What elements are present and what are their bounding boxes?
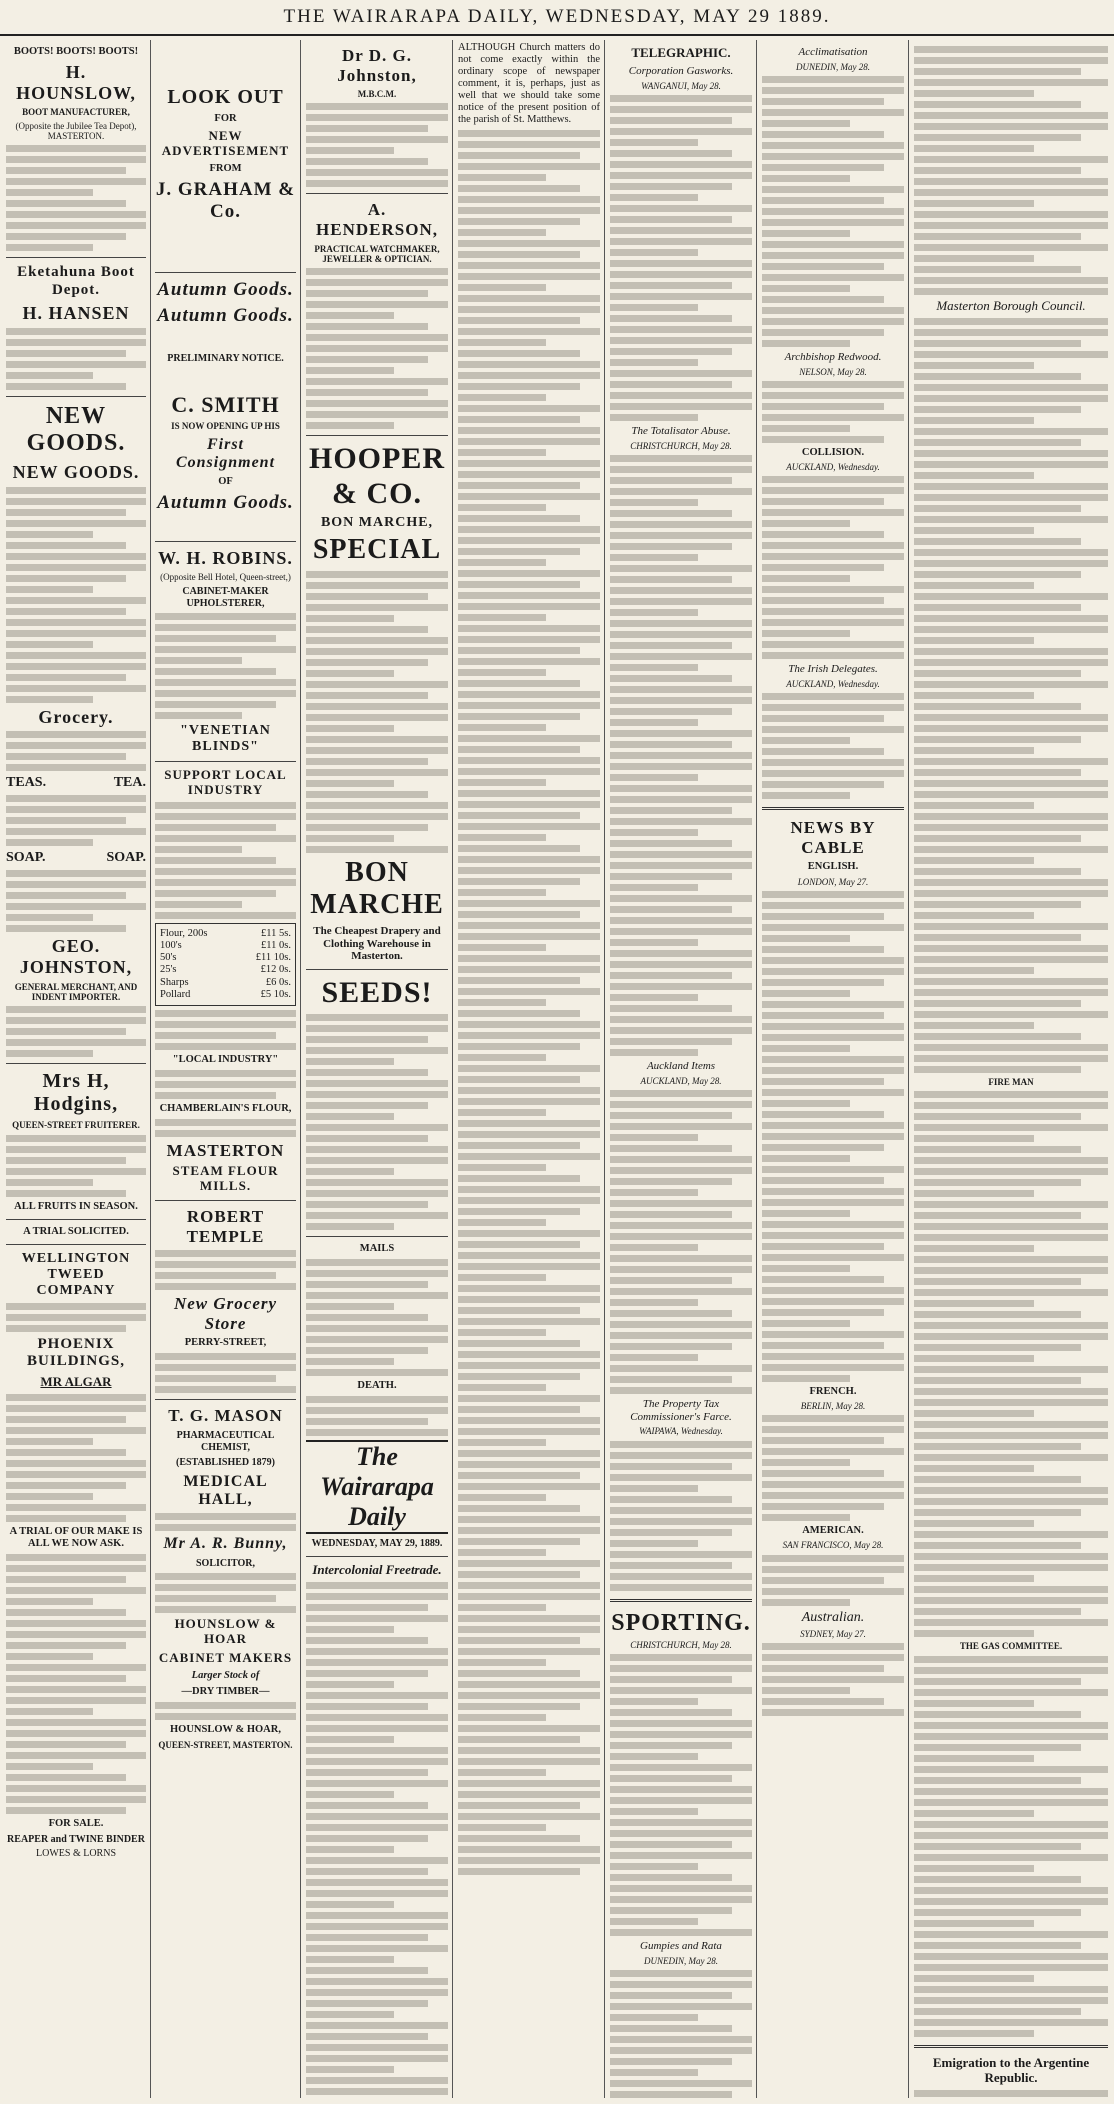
dry-timber-line: —DRY TIMBER— bbox=[181, 1686, 270, 1698]
medical-hall-heading: MEDICAL HALL, bbox=[183, 1472, 268, 1508]
text-block bbox=[6, 1394, 146, 1522]
column-6 bbox=[762, 42, 904, 2098]
autumn-goods-3: Autumn Goods. bbox=[157, 492, 294, 514]
text-block bbox=[762, 76, 904, 347]
text-block bbox=[610, 455, 752, 1056]
text-block bbox=[306, 571, 448, 853]
teas-label: TEAS. bbox=[6, 775, 47, 791]
new-goods-heading: NEW GOODS. bbox=[26, 402, 126, 457]
now-opening-line: IS NOW OPENING UP HIS bbox=[171, 421, 280, 432]
text-block bbox=[914, 2090, 1108, 2099]
masterton-heading: MASTERTON bbox=[166, 1140, 285, 1160]
fruiterer-heading: QUEEN-STREET FRUITERER. bbox=[12, 1120, 140, 1131]
column-2 bbox=[155, 42, 296, 2098]
text-block bbox=[762, 1643, 904, 1716]
text-block bbox=[762, 891, 904, 1382]
tea-label: TEA. bbox=[113, 775, 146, 791]
text-block bbox=[610, 1970, 752, 2098]
property-tax-heading: The Property Tax Commissioner's Farce. bbox=[630, 1397, 732, 1423]
new-advertisement-heading: NEW ADVERTISEMENT bbox=[161, 128, 290, 158]
text-block bbox=[914, 46, 1108, 295]
text-block bbox=[762, 381, 904, 443]
fire-subheading: FIRE MAN bbox=[988, 1076, 1034, 1087]
hounslow-address: (Opposite the Jubilee Tea Depot), MASTERTON. bbox=[15, 120, 137, 142]
column-rule bbox=[604, 40, 605, 2098]
gumpies-heading: Gumpies and Rata bbox=[640, 1940, 722, 1953]
text-block bbox=[155, 1513, 296, 1531]
text-block bbox=[6, 1303, 146, 1332]
text-block bbox=[155, 1353, 296, 1393]
flour-price-row: Flour, 200s £11 5s. bbox=[160, 928, 291, 940]
french-heading: FRENCH. bbox=[809, 1385, 857, 1397]
acclimatisation-heading: Acclimatisation bbox=[798, 46, 868, 58]
preliminary-notice: PRELIMINARY NOTICE. bbox=[167, 353, 284, 365]
text-block bbox=[914, 1091, 1108, 1637]
special-heading: SPECIAL bbox=[312, 534, 442, 566]
algar-heading: MR ALGAR bbox=[40, 1373, 112, 1389]
sporting-heading: SPORTING. bbox=[611, 1609, 751, 1636]
seeds-heading: SEEDS! bbox=[321, 975, 433, 1009]
boots-header: BOOTS! BOOTS! BOOTS! bbox=[13, 46, 139, 57]
text-block bbox=[6, 795, 146, 846]
larger-stock-line: Larger Stock of bbox=[191, 1670, 260, 1681]
text-block bbox=[306, 1582, 448, 2098]
irish-delegates-heading: The Irish Delegates. bbox=[788, 663, 878, 676]
trial-make-line: A TRIAL OF OUR MAKE IS ALL WE NOW ASK. bbox=[9, 1525, 143, 1549]
of-label: OF bbox=[218, 476, 233, 488]
autumn-goods-1: Autumn Goods. bbox=[157, 278, 294, 300]
auckland-items-heading: Auckland Items bbox=[646, 1059, 716, 1072]
bunny-heading: Mr A. R. Bunny, bbox=[163, 1535, 288, 1553]
fruits-line: ALL FRUITS IN SEASON. bbox=[14, 1200, 138, 1212]
sydney-dateline: SYDNEY, May 27. bbox=[800, 1628, 866, 1639]
mason-heading: T. G. MASON bbox=[168, 1406, 283, 1426]
bon-marche-heading-2: BON MARCHE bbox=[310, 856, 444, 920]
text-block bbox=[6, 731, 146, 771]
archbishop-heading: Archbishop Redwood. bbox=[784, 350, 882, 363]
english-heading: ENGLISH. bbox=[807, 861, 859, 873]
flour-price-row: 100's £11 0s. bbox=[160, 940, 291, 952]
auckland-dateline-2: AUCKLAND, Wednesday. bbox=[786, 679, 880, 690]
hooper-heading: HOOPER & CO. bbox=[308, 442, 445, 510]
johnston-subtitle: GENERAL MERCHANT, AND INDENT IMPORTER. bbox=[14, 981, 138, 1003]
text-block bbox=[6, 1554, 146, 1814]
column-4 bbox=[458, 42, 600, 2098]
totalisator-heading: The Totalisator Abuse. bbox=[631, 424, 731, 437]
text-block bbox=[610, 1090, 752, 1394]
soap-label: SOAP. bbox=[6, 850, 46, 866]
sporting-dateline: CHRISTCHURCH, May 28. bbox=[630, 1640, 732, 1651]
hodgins-heading: Mrs H, Hodgins, bbox=[33, 1070, 119, 1116]
hounslow-name: H. HOUNSLOW, bbox=[16, 62, 136, 103]
perry-street-line: PERRY-STREET, bbox=[184, 1337, 267, 1349]
local-industry-line: "LOCAL INDUSTRY" bbox=[172, 1053, 279, 1065]
dunedin-dateline: DUNEDIN, May 28. bbox=[644, 1956, 718, 1967]
text-block bbox=[6, 870, 146, 932]
column-rule bbox=[756, 40, 757, 2098]
johnston-heading: GEO. JOHNSTON, bbox=[19, 936, 133, 978]
gas-committee-subheading: THE GAS COMMITTEE. bbox=[959, 1641, 1063, 1652]
text-block bbox=[155, 1010, 296, 1050]
column-rule bbox=[452, 40, 453, 2098]
text-block bbox=[914, 1656, 1108, 2037]
auckland-dateline: AUCKLAND, May 28. bbox=[640, 1075, 722, 1086]
flour-price-list bbox=[155, 923, 296, 1005]
text-block bbox=[762, 1415, 904, 1521]
new-grocery-store-heading: New Grocery Store bbox=[173, 1294, 278, 1333]
berlin-dateline: BERLIN, May 28. bbox=[800, 1400, 866, 1411]
column-rule bbox=[908, 40, 909, 2098]
lowes-line: LOWES & LORNS bbox=[36, 1848, 116, 1860]
pharm-chemist-line: PHARMACEUTICAL CHEMIST, bbox=[176, 1430, 275, 1453]
flour-price-row: 25's £12 0s. bbox=[160, 964, 291, 976]
temple-heading: ROBERT TEMPLE bbox=[186, 1207, 265, 1246]
emigration-heading: Emigration to the Argentine Republic. bbox=[932, 2054, 1090, 2085]
text-block bbox=[610, 1654, 752, 1936]
text-block bbox=[155, 1119, 296, 1137]
borough-council-heading: Masterton Borough Council. bbox=[936, 298, 1086, 313]
phoenix-heading: PHOENIX BUILDINGS, bbox=[27, 1336, 125, 1370]
text-block bbox=[610, 95, 752, 421]
column-1 bbox=[6, 42, 146, 2098]
graham-heading: J. GRAHAM & Co. bbox=[155, 179, 296, 222]
telegraphic-heading: TELEGRAPHIC. bbox=[631, 45, 731, 60]
text-block bbox=[6, 1006, 146, 1057]
text-block bbox=[914, 318, 1108, 1073]
queen-street-footer: QUEEN-STREET, MASTERTON. bbox=[158, 1740, 293, 1751]
death-heading: DEATH. bbox=[357, 1380, 397, 1392]
chamberlains-flour-line: CHAMBERLAIN'S FLOUR, bbox=[159, 1102, 292, 1114]
first-consignment-heading: First Consignment bbox=[175, 435, 276, 471]
look-out-heading: LOOK OUT bbox=[167, 86, 284, 108]
text-block bbox=[155, 1250, 296, 1290]
article-intro: ALTHOUGH Church matters do not come exactly within the ordinary scope of newspaper comment, it is, perhaps, just as well that we should take some notice of the present position of the parish of St. Matthews. bbox=[458, 42, 600, 126]
robins-address: (Opposite Bell Hotel, Queen-street,) bbox=[160, 571, 291, 582]
dr-johnston-heading: Dr D. G. Johnston, bbox=[337, 46, 417, 85]
column-5 bbox=[610, 42, 752, 2098]
tweed-company-heading: WELLINGTON TWEED COMPANY bbox=[21, 1250, 131, 1299]
cabinet-makers-heading: CABINET MAKERS bbox=[158, 1650, 293, 1666]
text-block bbox=[6, 145, 146, 251]
london-dateline: LONDON, May 27. bbox=[797, 876, 869, 887]
hounslow-trade: BOOT MANUFACTURER, bbox=[22, 107, 130, 118]
text-block bbox=[610, 1441, 752, 1591]
text-block bbox=[458, 130, 600, 1875]
support-local-industry-heading: SUPPORT LOCAL INDUSTRY bbox=[164, 767, 287, 798]
smith-heading: C. SMITH bbox=[171, 391, 280, 417]
steam-flour-mills-heading: STEAM FLOUR MILLS. bbox=[172, 1163, 279, 1194]
bon-marche-heading: BON MARCHE, bbox=[320, 515, 434, 531]
masthead: THE WAIRARAPA DAILY, WEDNESDAY, MAY 29 1889. bbox=[0, 0, 1114, 36]
auckland-dateline: AUCKLAND, Wednesday. bbox=[786, 462, 880, 473]
australian-heading: Australian. bbox=[801, 1609, 865, 1625]
henderson-heading: A. HENDERSON, bbox=[316, 200, 438, 239]
henderson-subtitle: PRACTICAL WATCHMAKER, JEWELLER & OPTICIAN. bbox=[314, 243, 440, 264]
text-block bbox=[6, 1135, 146, 1197]
collision-heading: COLLISION. bbox=[801, 446, 865, 458]
from-label: FROM bbox=[209, 162, 242, 174]
text-block bbox=[6, 328, 146, 390]
news-by-cable-heading: NEWS BY CABLE bbox=[790, 818, 876, 857]
text-block bbox=[306, 1259, 448, 1376]
text-block bbox=[155, 1070, 296, 1099]
for-sale-heading: FOR SALE. bbox=[48, 1817, 104, 1829]
dunedin-dateline: DUNEDIN, May 28. bbox=[796, 61, 870, 72]
text-block bbox=[306, 1014, 448, 1230]
dr-johnston-degree: M.B.C.M. bbox=[357, 89, 397, 100]
text-block bbox=[306, 103, 448, 187]
cheapest-drapery-line: The Cheapest Drapery and Clothing Warehouse in Masterton. bbox=[313, 924, 441, 963]
text-block bbox=[6, 487, 146, 703]
text-block bbox=[155, 802, 296, 919]
column-3 bbox=[306, 42, 448, 2098]
american-heading: AMERICAN. bbox=[802, 1525, 864, 1537]
robins-heading: W. H. ROBINS. bbox=[158, 548, 293, 569]
eketahuna-heading: Eketahuna Boot Depot. bbox=[17, 264, 135, 298]
grocery-heading: Grocery. bbox=[38, 706, 114, 727]
column-rule bbox=[300, 40, 301, 2098]
text-block bbox=[155, 1702, 296, 1720]
text-block bbox=[762, 1555, 904, 1606]
reaper-line: REAPER and TWINE BINDER bbox=[7, 1833, 145, 1845]
text-block bbox=[306, 1396, 448, 1436]
text-block bbox=[155, 613, 296, 719]
trial-line: A TRIAL SOLICITED. bbox=[23, 1225, 129, 1237]
solicitor-line: SOLICITOR, bbox=[195, 1557, 255, 1569]
flour-price-row: Pollard £5 10s. bbox=[160, 988, 291, 1000]
wanganui-dateline: WANGANUI, May 28. bbox=[641, 80, 721, 91]
paper-date: WEDNESDAY, MAY 29, 1889. bbox=[311, 1538, 443, 1550]
for-label: FOR bbox=[214, 113, 237, 124]
soap-label-2: SOAP. bbox=[106, 850, 146, 866]
text-block bbox=[155, 1573, 296, 1613]
hansen-name: H. HANSEN bbox=[22, 302, 130, 323]
corporation-heading: Corporation Gasworks. bbox=[628, 64, 734, 77]
text-block bbox=[762, 476, 904, 659]
column-7 bbox=[914, 42, 1108, 2098]
flour-price-row: Sharps £6 0s. bbox=[160, 976, 291, 988]
mails-heading: MAILS bbox=[359, 1243, 395, 1255]
hounslow-hoar-footer: HOUNSLOW & HOAR, bbox=[170, 1724, 281, 1736]
waipawa-dateline: WAIPAWA, Wednesday. bbox=[639, 1426, 723, 1437]
hounslow-hoar-heading: HOUNSLOW & HOAR bbox=[174, 1616, 277, 1647]
text-block bbox=[306, 268, 448, 429]
paper-title: The Wairarapa Daily bbox=[306, 1440, 448, 1534]
established-line: (ESTABLISHED 1879) bbox=[175, 1457, 275, 1469]
intercolonial-heading: Intercolonial Freetrade. bbox=[312, 1561, 442, 1577]
autumn-goods-2: Autumn Goods. bbox=[157, 304, 294, 326]
new-goods-heading-2: NEW GOODS. bbox=[12, 461, 140, 482]
christchurch-dateline: CHRISTCHURCH, May 28. bbox=[630, 440, 732, 451]
sf-dateline: SAN FRANCISCO, May 28. bbox=[782, 1540, 884, 1551]
venetian-blinds-heading: "VENETIAN BLINDS" bbox=[180, 723, 271, 755]
column-rule bbox=[150, 40, 151, 2098]
text-block bbox=[762, 693, 904, 799]
nelson-dateline: NELSON, May 28. bbox=[799, 366, 867, 377]
flour-price-row: 50's £11 10s. bbox=[160, 952, 291, 964]
cabinet-maker-heading: CABINET-MAKER UPHOLSTERER, bbox=[182, 586, 269, 609]
